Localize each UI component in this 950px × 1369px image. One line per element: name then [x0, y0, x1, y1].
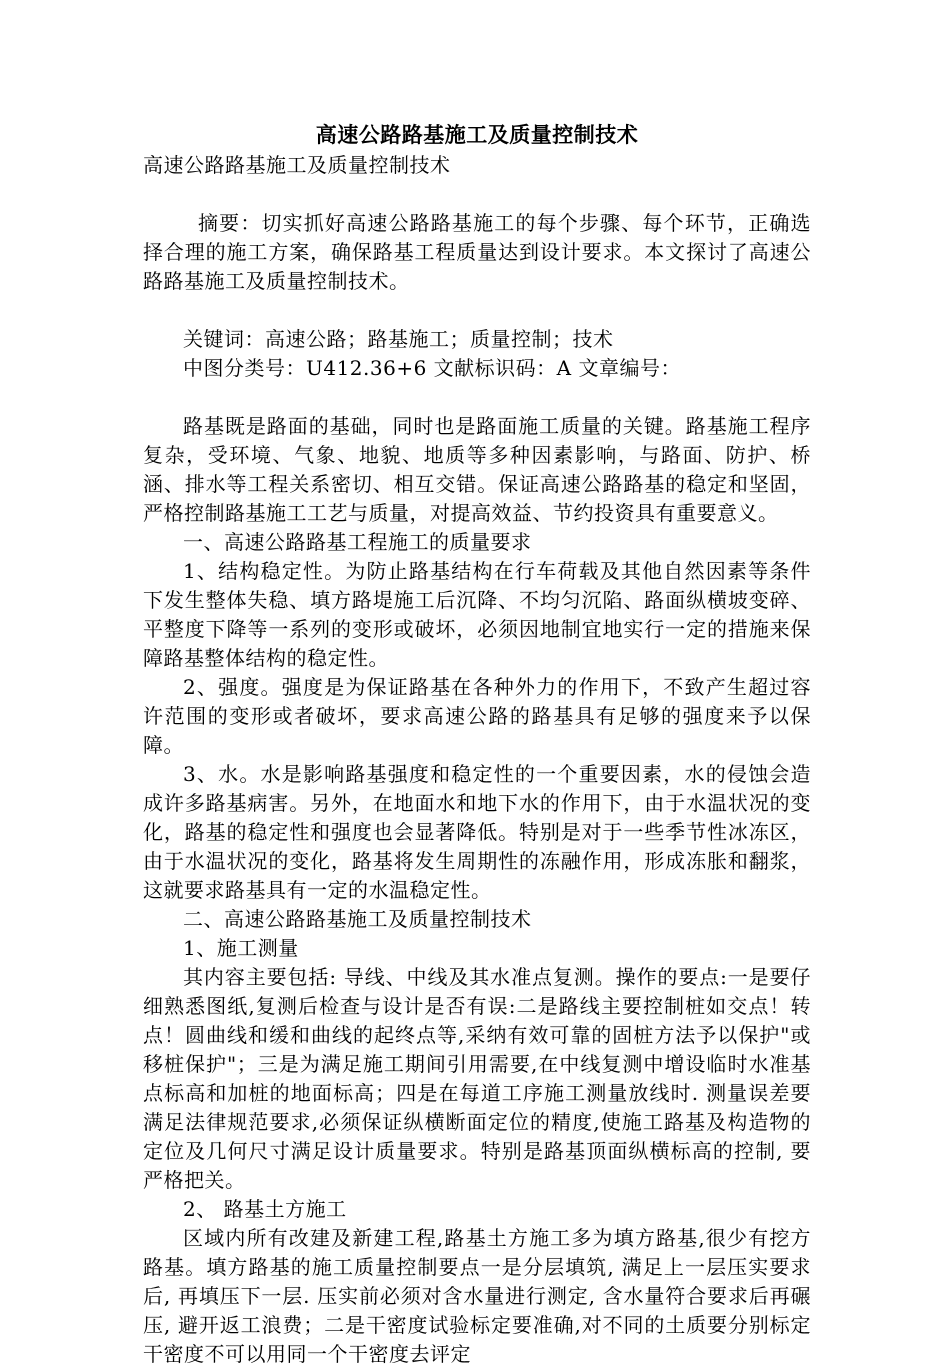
document-subtitle: 高速公路路基施工及质量控制技术 [143, 153, 451, 177]
spacer [143, 383, 811, 412]
document-page [143, 118, 811, 1369]
subsection-heading: 1、施工测量 [183, 936, 299, 960]
section-heading: 一、高速公路路基工程施工的质量要求 [183, 530, 532, 554]
body-paragraph: 3、水。水是影响路基强度和稳定性的一个重要因素，水的侵蚀会造成许多路基病害。另外，在地面水和地下水的作用下，由于水温状况的变化，路基的稳定性和强度也会显著降低。特别是对于一些季节性冰冻区，由于水温状况的变化，路基将发生周期性的冻融作用，形成冻胀和翻浆，这就要求路基具有一定的水温稳定性。 [143, 762, 811, 902]
abstract-paragraph: 摘要：切实抓好高速公路路基施工的每个步骤、每个环节，正确选择合理的施工方案，确保路基工程质量达到设计要求。本文探讨了高速公路路基施工及质量控制技术。 [143, 211, 811, 293]
body-paragraph: 2、强度。强度是为保证路基在各种外力的作用下，不致产生超过容许范围的变形或者破坏，要求高速公路的路基具有足够的强度来予以保障。 [143, 675, 811, 757]
spacer [143, 180, 811, 209]
body-paragraph: 路基既是路面的基础，同时也是路面施工质量的关键。路基施工程序复杂，受环境、气象、地貌、地质等多种因素影响，与路面、防护、桥涵、排水等工程关系密切、相互交错。保证高速公路路基的稳定和坚固，严格控制路基施工工艺与质量，对提高效益、节约投资具有重要意义。 [143, 414, 811, 525]
subsection-heading: 2、 路基土方施工 [183, 1197, 347, 1221]
spacer [143, 296, 811, 325]
document-title: 高速公路路基施工及质量控制技术 [315, 122, 639, 147]
body-paragraph: 1、结构稳定性。为防止路基结构在行车荷载及其他自然因素等条件下发生整体失稳、填方路堤施工后沉降、不均匀沉陷、路面纵横坡变碎、平整度下降等一系列的变形或破坏，必须因地制宜地实行一定的措施来保障路基整体结构的稳定性。 [143, 559, 811, 670]
body-paragraph: 其内容主要包括: 导线、中线及其水准点复测。操作的要点:一是要仔细熟悉图纸,复测后检查与设计是否有误:二是路线主要控制桩如交点！转点！圆曲线和缓和曲线的起终点等,采纳有效可靠的固桩方法予以保护"或移桩保护"；三是为满足施工期间引用需要,在中线复测中增设临时水准基点标高和加桩的地面标高；四是在每道工序施工测量放线时. 测量误差要满足法律规范要求,必须保证纵横断面定位的精度,使施工路基及构造物的定位及几何尺寸满足设计质量要求。特别是路基顶面纵横标高的控制, 要严格把关。 [143, 965, 811, 1192]
classification-line: 中图分类号：U412.36+6 文献标识码：A 文章编号： [183, 356, 681, 380]
body-paragraph: 区域内所有改建及新建工程,路基土方施工多为填方路基,很少有挖方路基。填方路基的施工质量控制要点一是分层填筑, 满足上一层压实要求后, 再填压下一层. 压实前必须对含水量进行测定, 含水量符合要求后再碾压, 避开返工浪费；二是干密度试验标定要准确,对不同的土质要分别标定干密度不可以用同一个干密度去评定 [143, 1226, 811, 1366]
section-heading: 二、高速公路路基施工及质量控制技术 [183, 907, 532, 931]
keywords-line: 关键词：高速公路；路基施工；质量控制；技术 [183, 327, 614, 351]
